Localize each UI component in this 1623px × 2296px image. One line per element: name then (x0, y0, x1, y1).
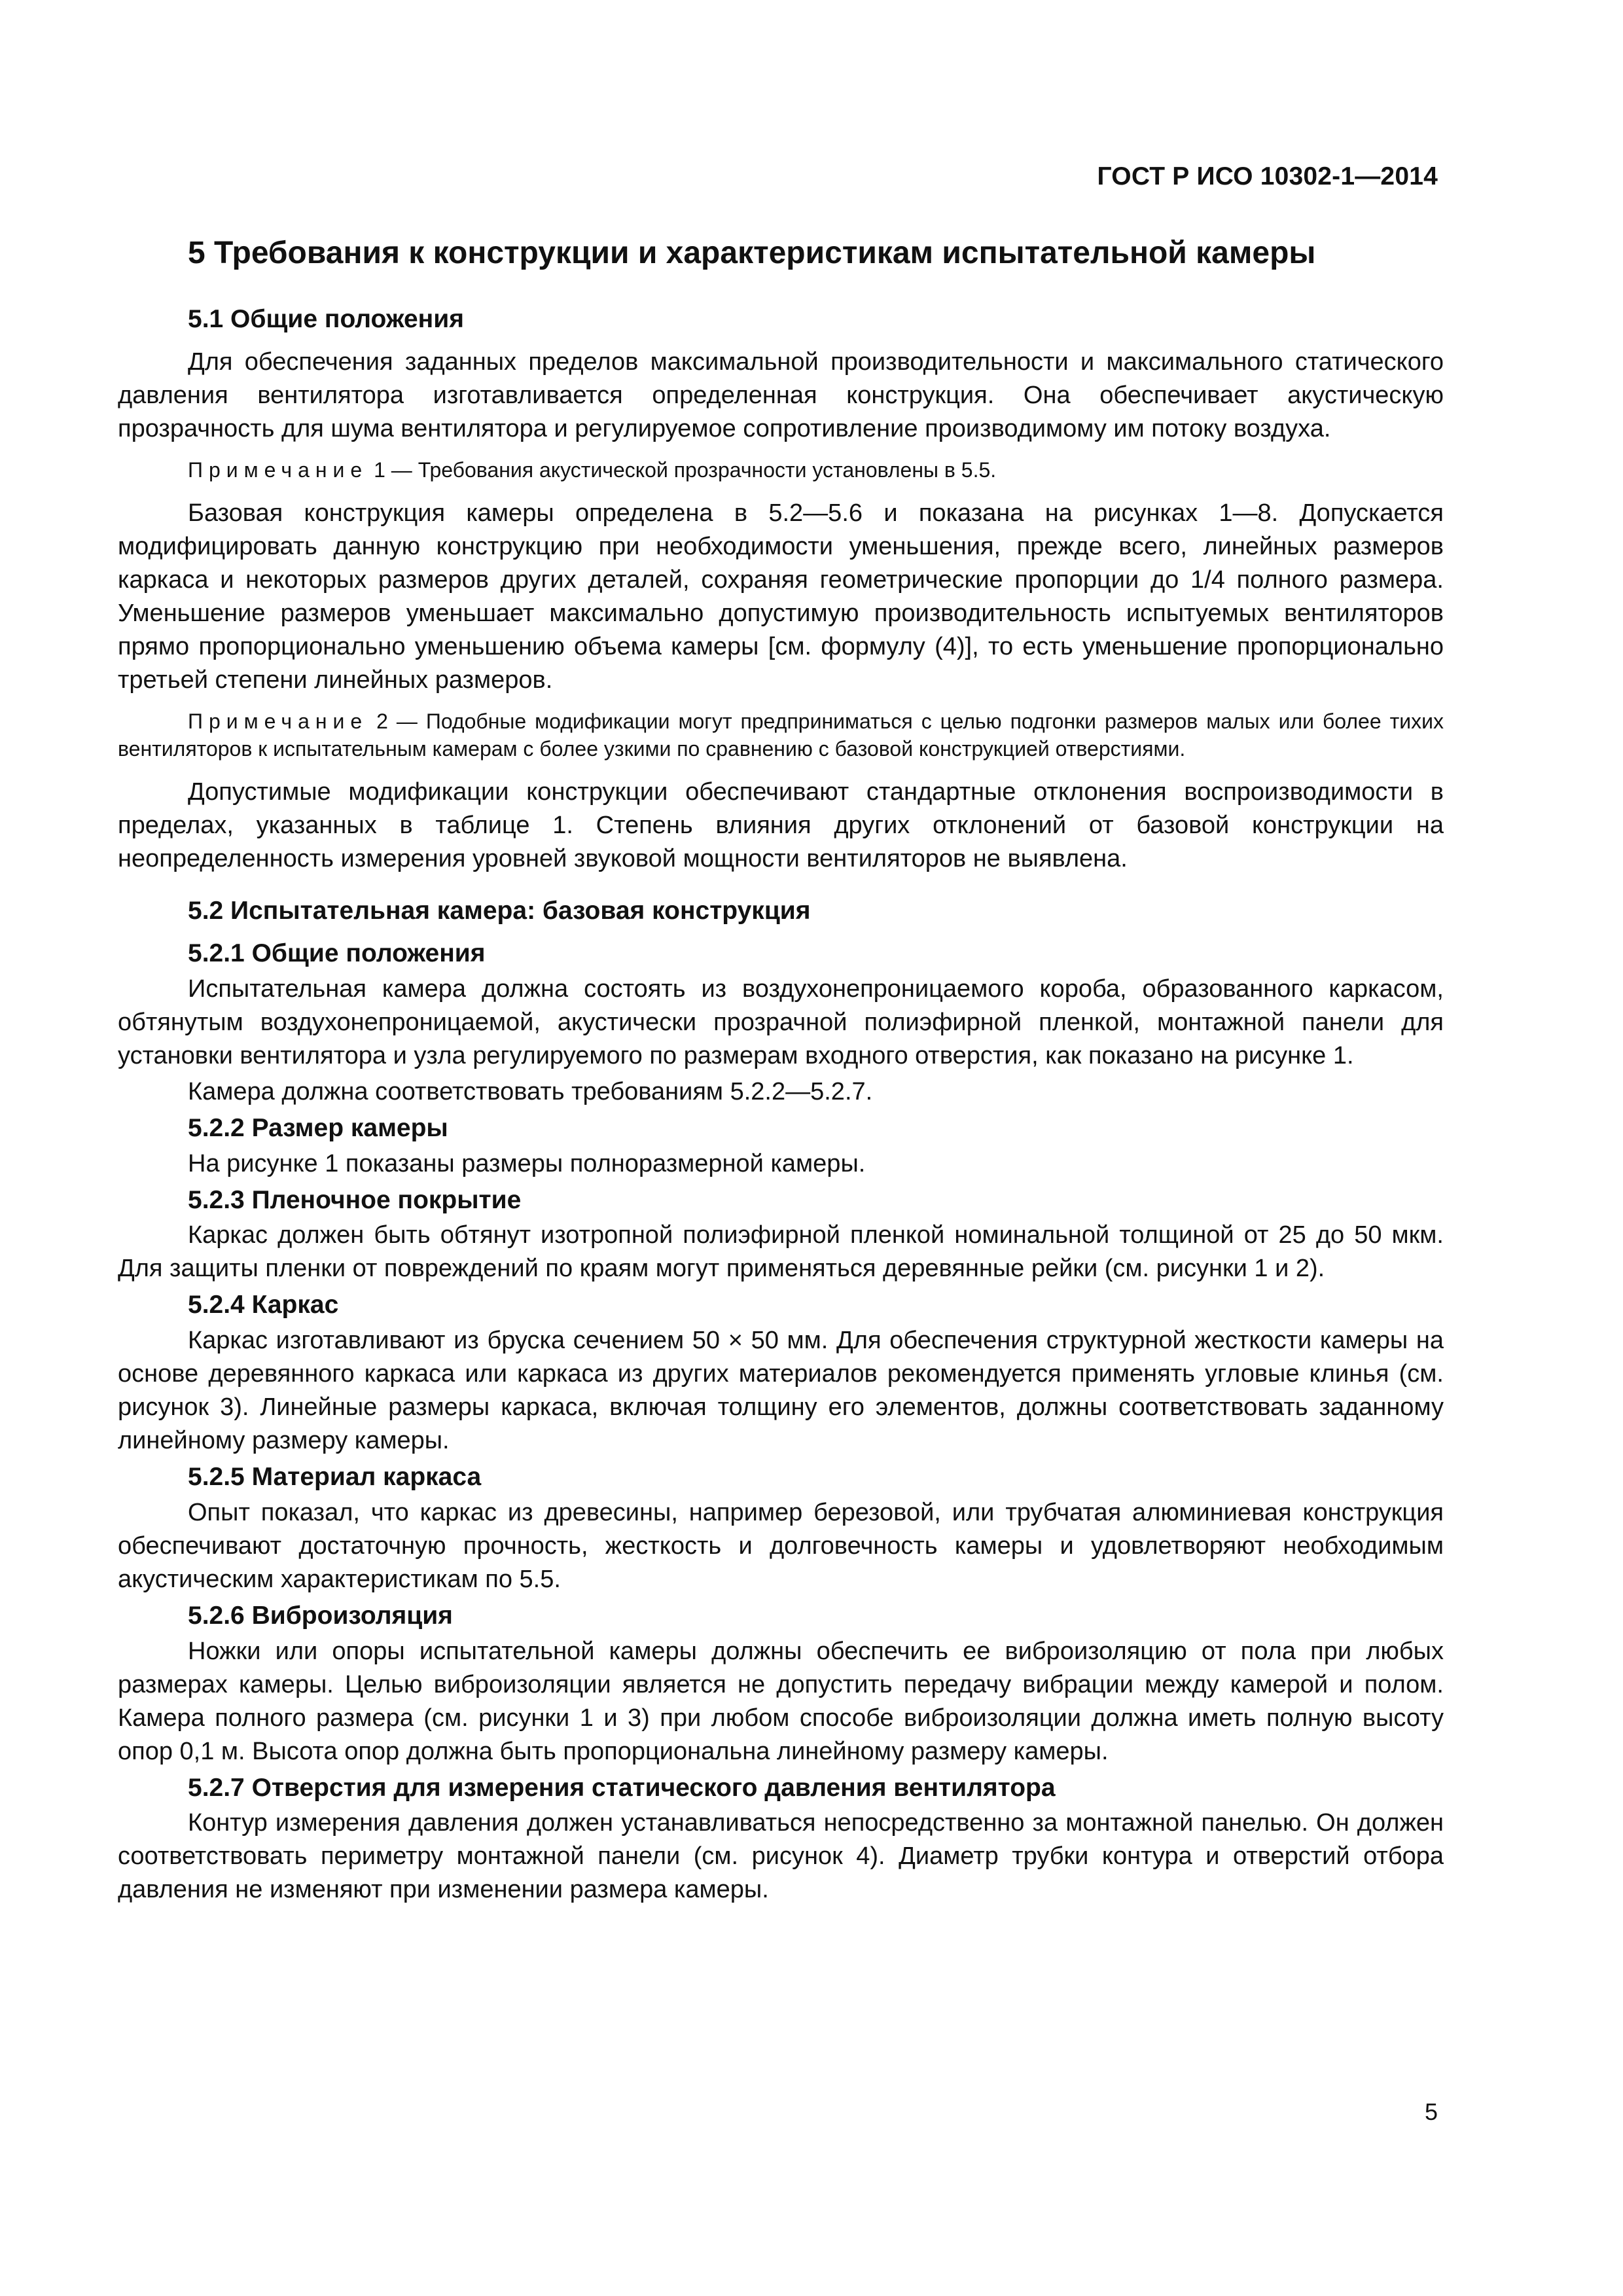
paragraph-base-design: Базовая конструкция камеры определена в 5.2—5.6 и показана на рисунках 1—8. Допускается модифицировать данную конструкцию при необходимости уменьшения, прежде всего, линейных размеров каркаса и некоторых размеров других деталей, сохраняя геометрические пропорции до 1/4 полного размера. Уменьшение размеров уменьшает максимально допустимую производительность испытуемых вентиляторов прямо пропорционально уменьшению объема камеры [см. формулу (4)], то есть уменьшение пропорционально третьей степени линейных размеров. (118, 499, 1444, 694)
paragraph-5-2-4: Каркас изготавливают из бруска сечением 50 × 50 мм. Для обеспечения структурной жесткости камеры на основе деревянного каркаса или каркаса из других материалов рекомендуется применять угловые клинья (см. рисунок 3). Линейные размеры каркаса, включая толщину его элементов, должны соответствовать заданному линейному размеру камеры. (118, 1327, 1444, 1455)
note-2 (118, 708, 1444, 762)
paragraph-5-1-general: Для обеспечения заданных пределов максимальной производительности и максимального статического давления вентилятора изготавливается определенная конструкция. Она обеспечивает акустическую прозрачность для шума вентилятора и регулируемое сопротивление производимому им потоку воздуха. (118, 348, 1444, 443)
subsection-5-1-title: 5.1 Общие положения (188, 304, 464, 333)
note-1-text: 1 — Требования акустической прозрачности установлены в 5.5. (368, 458, 997, 482)
subsection-5-2-5-title: 5.2.5 Материал каркаса (188, 1463, 482, 1492)
paragraph-5-2-5: Опыт показал, что каркас из древесины, например березовой, или трубчатая алюминиевая конструкция обеспечивают достаточную прочность, жесткость и долговечность камеры и удовлетворяют необходимым акустическим характеристикам по 5.5. (118, 1498, 1444, 1593)
note-1-label: Примечание (188, 458, 368, 482)
subsection-5-2-7-title: 5.2.7 Отверстия для измерения статического давления вентилятора (188, 1773, 1056, 1802)
paragraph-modifications: Допустимые модификации конструкции обеспечивают стандартные отклонения воспроизводимости в пределах, указанных в таблице 1. Степень влияния других отклонений от базовой конструкции на неопределенность измерения уровней звуковой мощности вентиляторов не выявлена. (118, 778, 1444, 873)
subsection-5-2-2-title: 5.2.2 Размер камеры (188, 1113, 448, 1142)
document-code-header: ГОСТ Р ИСО 10302-1—2014 (1097, 162, 1438, 190)
note-2-text: 2 — Подобные модификации могут предприниматься с целью подгонки размеров малых или более тихих вентиляторов к испытательным камерам с более узкими по сравнению с базовой конструкцией отверстиями. (118, 709, 1444, 761)
paragraph-5-2-3: Каркас должен быть обтянут изотропной полиэфирной пленкой номинальной толщиной от 25 до 50 мкм. Для защиты пленки от повреждений по краям могут применяться деревянные рейки (см. рисунки 1 и 2). (118, 1221, 1444, 1283)
note-2-label: Примечание (188, 709, 368, 734)
page-content (118, 223, 1444, 1909)
paragraph-5-2-1-b: Камера должна соответствовать требованиям 5.2.2—5.2.7. (188, 1077, 873, 1105)
paragraph-5-2-1-a: Испытательная камера должна состоять из воздухонепроницаемого короба, образованного каркасом, обтянутым воздухонепроницаемой, акустически прозрачной полиэфирной пленкой, монтажной панели для установки вентилятора и узла регулируемого по размерам входного отверстия, как показано на рисунке 1. (118, 975, 1444, 1069)
paragraph-5-2-2: На рисунке 1 показаны размеры полноразмерной камеры. (188, 1149, 866, 1177)
subsection-5-2-6-title: 5.2.6 Виброизоляция (188, 1601, 453, 1630)
section-title: 5 Требования к конструкции и характеристикам испытательной камеры (188, 236, 1316, 270)
subsection-5-2-1-title: 5.2.1 Общие положения (188, 939, 486, 968)
paragraph-5-2-7: Контур измерения давления должен устанавливаться непосредственно за монтажной панелью. Он должен соответствовать периметру монтажной панели (см. рисунок 4). Диаметр трубки контура и отверстий отбора давления не изменяют при изменении размера камеры. (118, 1809, 1444, 1904)
note-1 (118, 456, 1444, 484)
page-number: 5 (1424, 2098, 1438, 2125)
paragraph-5-2-6: Ножки или опоры испытательной камеры должны обеспечить ее виброизоляцию от пола при любых размерах камеры. Целью виброизоляции является не допустить передачу вибрации между камерой и полом. Камера полного размера (см. рисунки 1 и 3) при любом способе виброизоляции должна иметь полную высоту опор 0,1 м. Высота опор должна быть пропорциональна линейному размеру камеры. (118, 1637, 1444, 1765)
subsection-5-2-title: 5.2 Испытательная камера: базовая конструкция (188, 897, 811, 925)
subsection-5-2-4-title: 5.2.4 Каркас (188, 1291, 339, 1319)
subsection-5-2-3-title: 5.2.3 Пленочное покрытие (188, 1185, 522, 1214)
